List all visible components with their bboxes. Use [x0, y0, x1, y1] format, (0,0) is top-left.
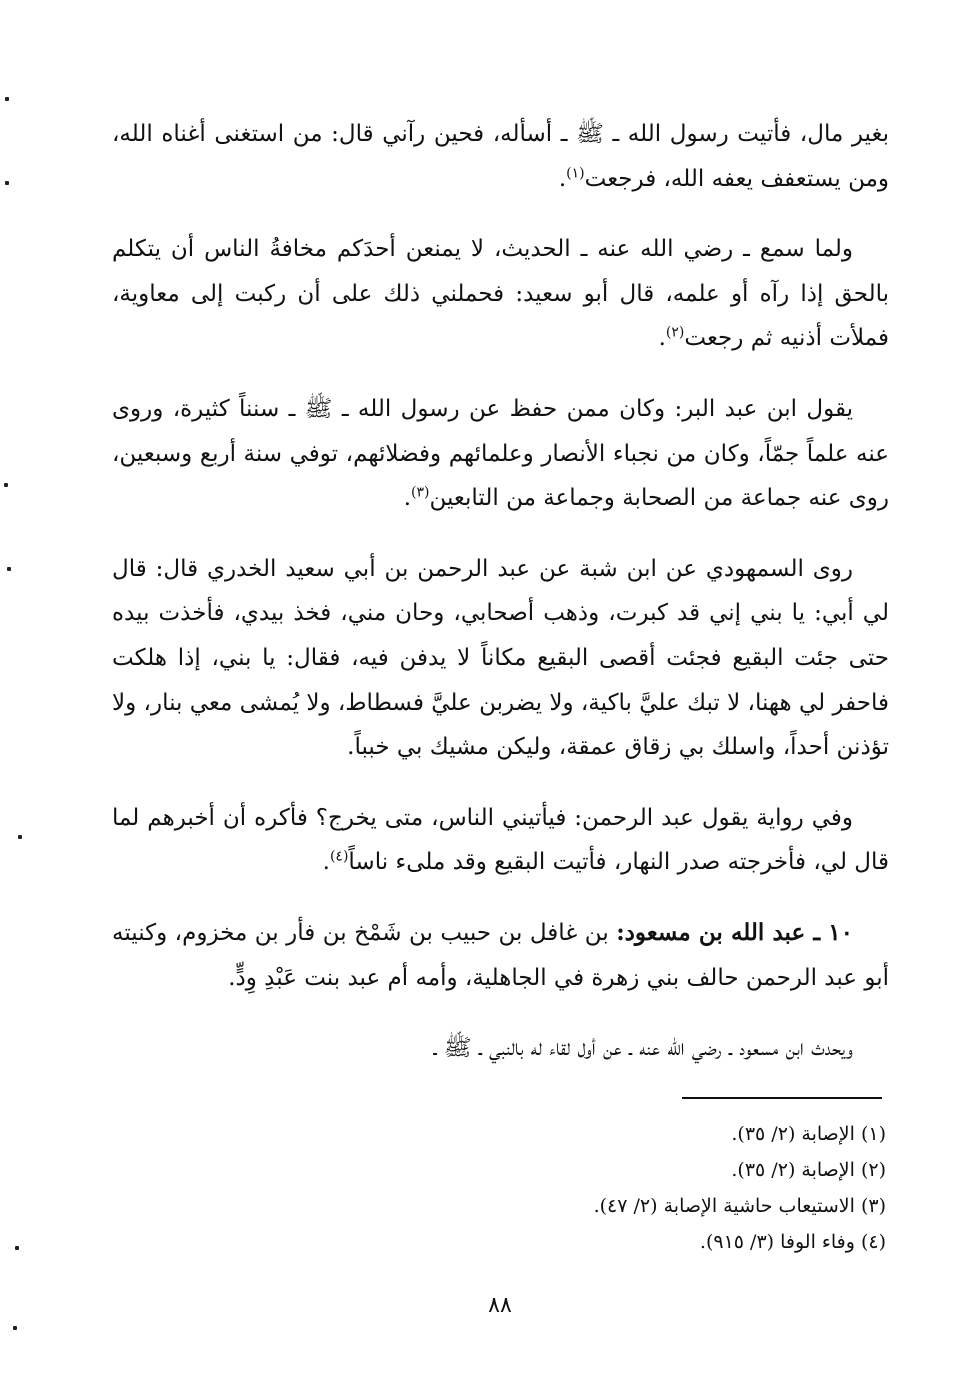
paragraph-text: ولما سمع ـ رضي الله عنه ـ الحديث، لا يمنعن أحدَكم مخافةُ الناس أن يتكلم بالحق إذا رآه أو علمه، قال أبو سعيد: فحملني ذلك على أن ركبت إلى معاوية، فملأت أذنيه ثم رجعت	[112, 236, 889, 352]
footnote-ref: (٣)	[411, 484, 430, 501]
paragraph-2	[112, 227, 889, 361]
paragraph-1	[112, 112, 889, 201]
footnote-1: (١) الإصابة (٢/ ٣٥).	[731, 1123, 886, 1145]
paragraph-text: بن غافل بن حبيب بن شَمْخ بن فأر بن مخزوم، وكنيته أبو عبد الرحمن حالف بني زهرة في الجاهلية، وأمه أم عبد بنت عَبْدِ وِدٍّ.	[112, 919, 889, 991]
footnotes	[420, 1116, 886, 1260]
page-number: ٨٨	[488, 1293, 512, 1318]
main-text	[112, 112, 889, 1097]
paragraph-end: .	[558, 165, 567, 192]
scan-mark	[13, 1326, 17, 1330]
paragraph-3	[112, 387, 889, 521]
footnote-2: (٢) الإصابة (٢/ ٣٥).	[731, 1159, 886, 1181]
paragraph-end: .	[403, 485, 411, 512]
paragraph-7	[112, 1026, 889, 1071]
scan-mark	[7, 567, 11, 571]
footnote-ref: (٢)	[665, 324, 685, 341]
paragraph-text: بغير مال، فأتيت رسول الله ـ ﷺ ـ أسأله، فحين رآني قال: من استغنى أغناه الله، ومن يستعفف يعفه الله، فرجعت	[112, 121, 889, 192]
scan-mark	[5, 97, 9, 101]
paragraph-end: .	[658, 325, 666, 352]
paragraph-end: .	[322, 849, 330, 876]
scan-mark	[4, 483, 8, 487]
paragraph-text: وفي رواية يقول عبد الرحمن: فيأتيني الناس، متى يخرج؟ فأكره أن أخبرهم لما قال لي، فأخرجته صدر النهار، فأتيت البقيع وقد ملىء ناساً	[112, 804, 889, 876]
paragraph-6	[112, 911, 889, 1000]
scan-mark	[15, 1246, 19, 1250]
paragraph-text: يقول ابن عبد البر: وكان ممن حفظ عن رسول الله ـ ﷺ ـ سنناً كثيرة، وروى عنه علماً جمّاً، وكان من نجباء الأنصار وعلمائهم وفضلائهم، توفي سنة أربع وسبعين، روى عنه جماعة من الصحابة وجماعة من التابعين	[112, 395, 889, 512]
footnote-ref: (٤)	[329, 848, 349, 865]
footnote-ref: (١)	[566, 164, 585, 181]
paragraph-5	[112, 796, 889, 885]
paragraph-4	[112, 547, 889, 770]
footnote-3: (٣) الاستيعاب حاشية الإصابة (٢/ ٤٧).	[593, 1195, 886, 1217]
scan-mark	[5, 181, 9, 185]
scan-mark	[18, 835, 22, 839]
footnote-4: (٤) وفاء الوفا (٣/ ٩١٥).	[699, 1231, 886, 1253]
paragraph-text: ويحدث ابن مسعود ـ رضي الله عنه ـ عن أول لقاء له بالنبي ـ ﷺ ـ	[433, 1035, 853, 1062]
paragraph-text: روى السمهودي عن ابن شبة عن عبد الرحمن بن أبي سعيد الخدري قال: قال لي أبي: يا بني إني قد كبرت، وذهب أصحابي، وحان مني، فخذ بيدي، فأخذت بيده حتى جئت البقيع فجئت أقصى البقيع مكاناً لا يدفن فيه، فقال: يا بني، إذا هلكت فاحفر لي ههنا، لا تبك عليَّ باكية، ولا يضربن عليَّ فسطاط، ولا يُمشى معي بنار، ولا تؤذنن أحداً، واسلك بي زقاق عمقة، وليكن مشيك بي خبباً.	[112, 555, 889, 761]
entry-heading: ١٠ ـ عبد الله بن مسعود:	[616, 918, 853, 946]
footnote-divider	[682, 1097, 882, 1099]
